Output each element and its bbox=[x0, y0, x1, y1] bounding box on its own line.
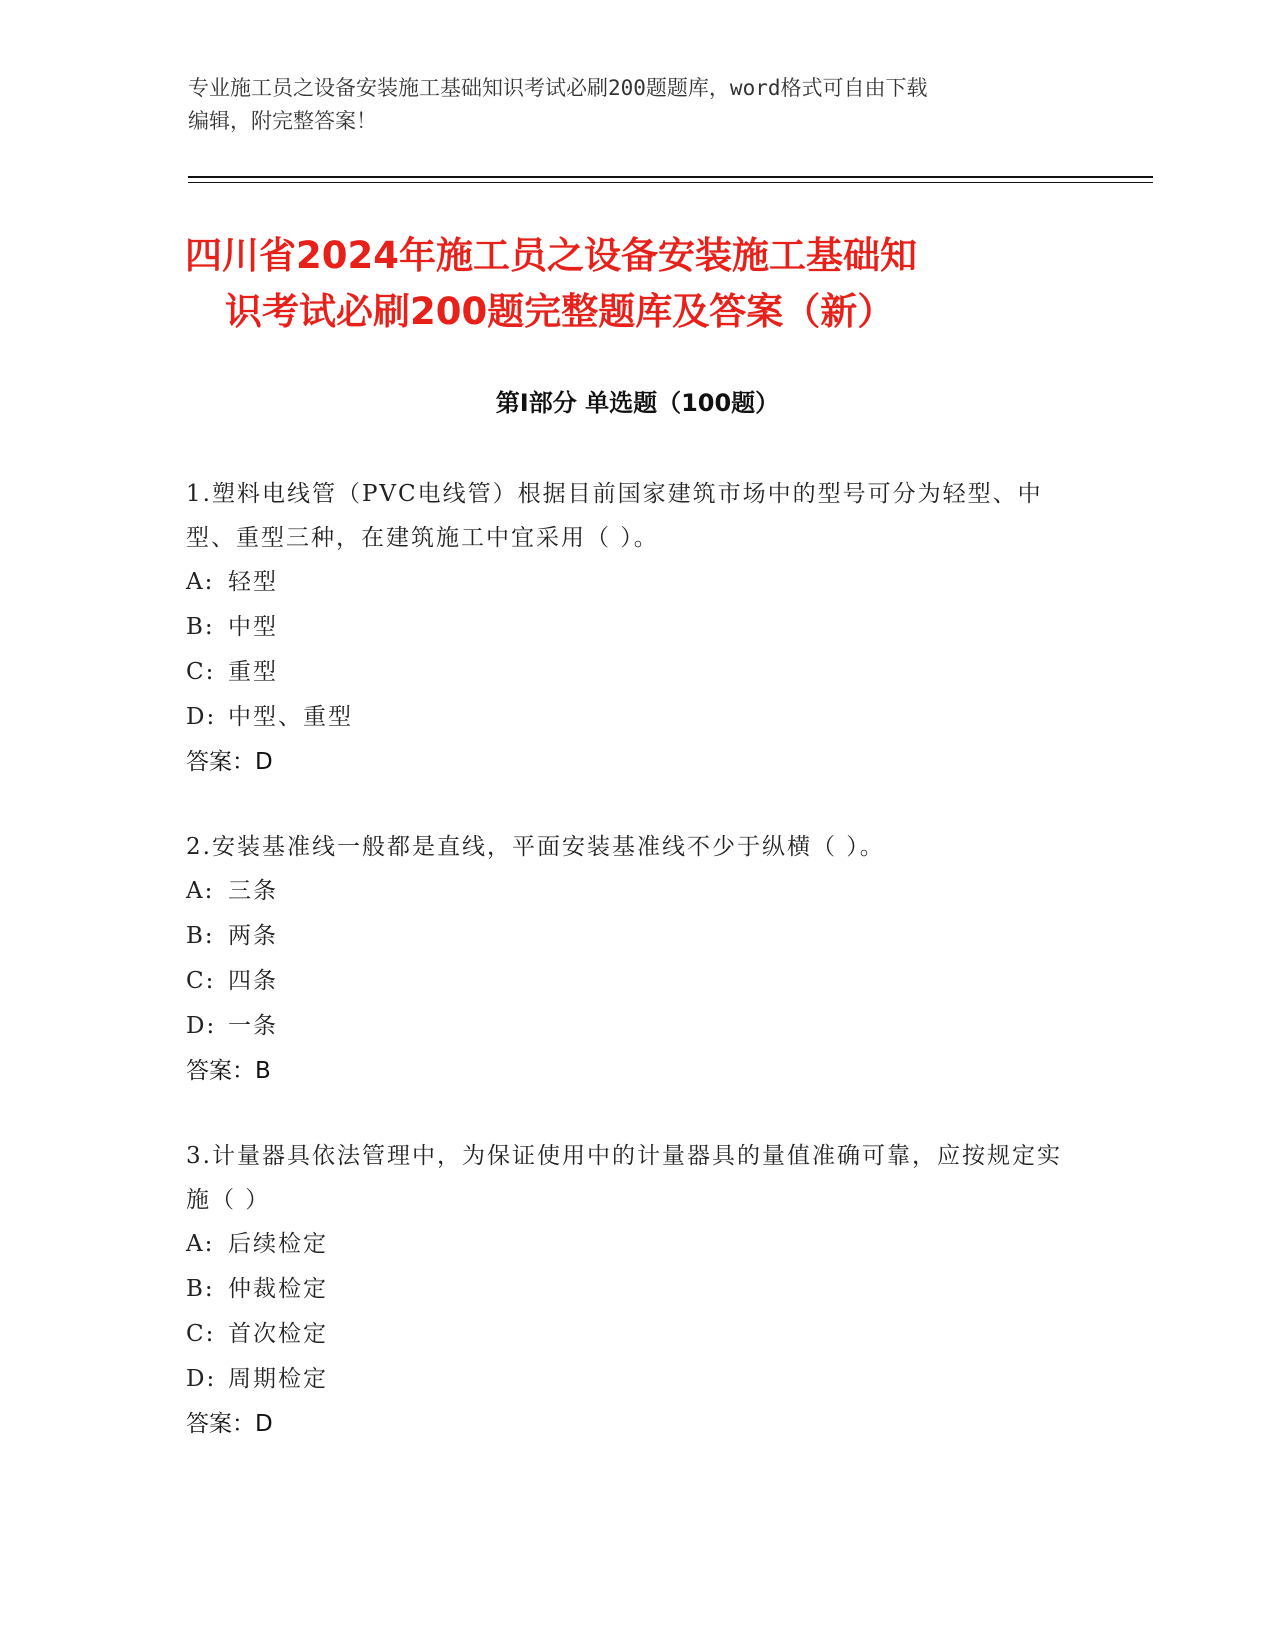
option-c bbox=[186, 1312, 1086, 1357]
option-a bbox=[186, 869, 1086, 914]
option-text: 两条 bbox=[228, 923, 278, 949]
option-d bbox=[186, 695, 1086, 740]
option-letter: C: bbox=[186, 968, 216, 994]
option-a bbox=[186, 560, 1086, 605]
option-letter: D: bbox=[186, 1366, 217, 1392]
option-letter: D: bbox=[186, 704, 217, 730]
option-letter: D: bbox=[186, 1013, 217, 1039]
option-letter: B: bbox=[186, 614, 215, 640]
question-stem: 1.塑料电线管（PVC电线管）根据目前国家建筑市场中的型号可分为轻型、中型、重型三种，在建筑施工中宜采用（ ）。 bbox=[186, 481, 1043, 551]
header-divider-thin bbox=[188, 182, 1153, 183]
header-note bbox=[188, 72, 1088, 138]
answer-line: 答案：D bbox=[186, 749, 273, 775]
question-2 bbox=[186, 825, 1086, 1094]
option-text: 首次检定 bbox=[228, 1321, 328, 1347]
option-text: 周期检定 bbox=[228, 1366, 328, 1392]
option-c bbox=[186, 959, 1086, 1004]
option-letter: A: bbox=[186, 1231, 215, 1257]
option-letter: C: bbox=[186, 1321, 216, 1347]
option-text: 中型、重型 bbox=[228, 704, 353, 730]
option-b bbox=[186, 914, 1086, 959]
answer-line: 答案：B bbox=[186, 1058, 271, 1084]
header-divider-thick bbox=[188, 176, 1153, 178]
option-text: 一条 bbox=[228, 1013, 278, 1039]
option-b bbox=[186, 605, 1086, 650]
option-text: 四条 bbox=[228, 968, 278, 994]
document-title bbox=[185, 228, 1090, 340]
header-note-line-1: 专业施工员之设备安装施工基础知识考试必刷200题题库，word格式可自由下载 bbox=[188, 76, 928, 100]
question-1 bbox=[186, 472, 1086, 785]
option-text: 三条 bbox=[228, 878, 278, 904]
option-letter: C: bbox=[186, 659, 216, 685]
option-text: 中型 bbox=[228, 614, 278, 640]
option-text: 重型 bbox=[228, 659, 278, 685]
section-heading: 第Ⅰ部分 单选题（100题） bbox=[495, 389, 780, 417]
option-text: 后续检定 bbox=[228, 1231, 328, 1257]
option-letter: A: bbox=[186, 569, 215, 595]
question-list bbox=[186, 472, 1086, 1487]
option-text: 仲裁检定 bbox=[228, 1276, 328, 1302]
document-title-line-2: 识考试必刷200题完整题库及答案（新） bbox=[225, 290, 895, 333]
question-stem: 2.安装基准线一般都是直线，平面安装基准线不少于纵横（ ）。 bbox=[186, 834, 885, 860]
option-letter: B: bbox=[186, 923, 215, 949]
answer-line: 答案：D bbox=[186, 1411, 273, 1437]
document-title-line-1: 四川省2024年施工员之设备安装施工基础知 bbox=[185, 234, 917, 277]
option-d bbox=[186, 1357, 1086, 1402]
option-b bbox=[186, 1267, 1086, 1312]
header-note-line-2: 编辑，附完整答案！ bbox=[188, 109, 377, 133]
option-c bbox=[186, 650, 1086, 695]
option-text: 轻型 bbox=[228, 569, 278, 595]
option-letter: B: bbox=[186, 1276, 215, 1302]
question-stem: 3.计量器具依法管理中，为保证使用中的计量器具的量值准确可靠，应按规定实施（ ） bbox=[186, 1143, 1062, 1213]
option-letter: A: bbox=[186, 878, 215, 904]
question-3 bbox=[186, 1134, 1086, 1447]
option-d bbox=[186, 1004, 1086, 1049]
option-a bbox=[186, 1222, 1086, 1267]
